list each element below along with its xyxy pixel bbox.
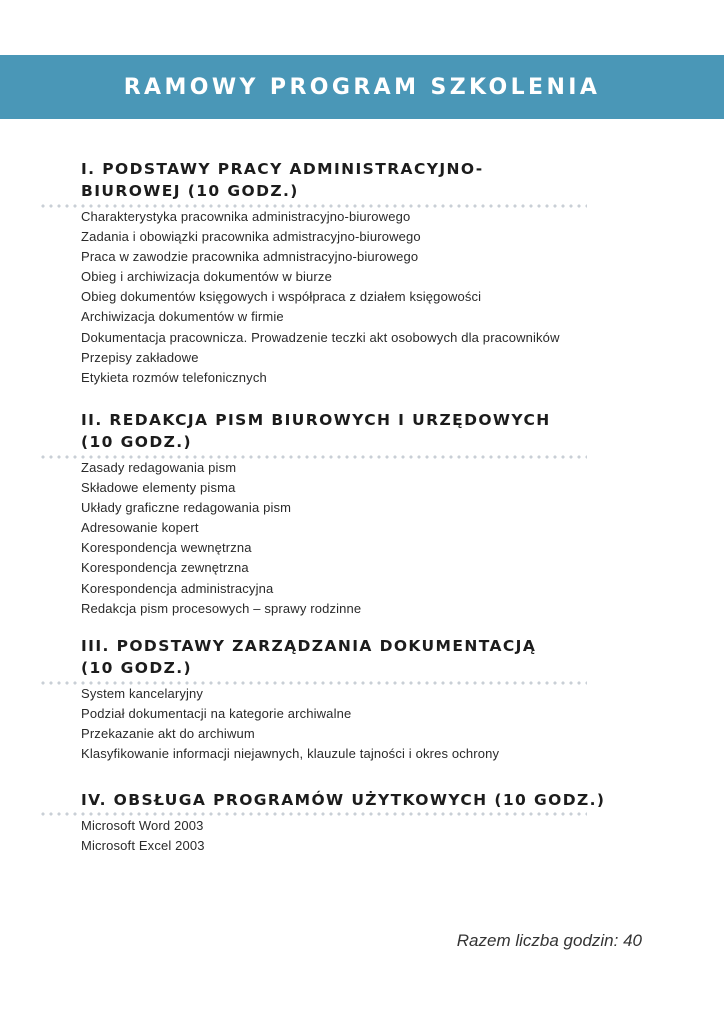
section-1 [81, 158, 641, 388]
list-item: Obieg i archiwizacja dokumentów w biurze [81, 269, 332, 285]
list-item: Zasady redagowania pism [81, 460, 237, 475]
total-hours: Razem liczba godzin: 40 [456, 931, 642, 950]
list-item: Przepisy zakładowe [81, 349, 199, 365]
list-item: Podział dokumentacji na kategorie archiwalne [81, 706, 352, 722]
section-title: I. PODSTAWY PRACY ADMINISTRACYJNO- BIUROWEJ (10 GODZ.) [81, 160, 484, 200]
list-item: Korespondencja administracyjna [81, 580, 274, 596]
list-item: Microsoft Excel 2003 [81, 838, 205, 854]
section-items [81, 684, 641, 764]
list-item: Zadania i obowiązki pracownika admistracyjno-biurowego [81, 229, 421, 245]
page-title: RAMOWY PROGRAM SZKOLENIA [123, 74, 601, 100]
list-item: Składowe elementy pisma [81, 480, 236, 496]
list-item: Dokumentacja pracownicza. Prowadzenie teczki akt osobowych dla pracowników [81, 329, 560, 345]
list-item: Przekazanie akt do archiwum [81, 726, 255, 742]
section-4 [81, 789, 641, 856]
list-item: System kancelaryjny [81, 686, 204, 701]
list-item: Praca w zawodzie pracownika admnistracyjno-biurowego [81, 249, 419, 265]
list-item: Korespondencja zewnętrzna [81, 560, 249, 576]
section-title: III. PODSTAWY ZARZĄDZANIA DOKUMENTACJĄ (10 GODZ.) [81, 637, 537, 677]
section-title: IV. OBSŁUGA PROGRAMÓW UŻYTKOWYCH (10 GODZ.) [81, 791, 606, 809]
list-item: Korespondencja wewnętrzna [81, 540, 252, 556]
list-item: Etykieta rozmów telefonicznych [81, 369, 267, 385]
dotted-divider [39, 204, 587, 208]
section-items [81, 458, 641, 619]
list-item: Charakterystyka pracownika administracyjno-biurowego [81, 209, 411, 224]
list-item: Redakcja pism procesowych – sprawy rodzinne [81, 600, 362, 616]
list-item: Adresowanie kopert [81, 520, 199, 536]
list-item: Klasyfikowanie informacji niejawnych, klauzule tajności i okres ochrony [81, 746, 500, 762]
list-item: Archiwizacja dokumentów w firmie [81, 309, 284, 325]
section-items [81, 207, 641, 388]
dotted-divider [39, 681, 587, 685]
section-2 [81, 409, 641, 619]
section-title: II. REDAKCJA PISM BIUROWYCH I URZĘDOWYCH (10 GODZ.) [81, 411, 551, 451]
section-items [81, 816, 641, 856]
section-3 [81, 635, 641, 764]
header-band [0, 55, 724, 119]
list-item: Układy graficzne redagowania pism [81, 500, 292, 516]
dotted-divider [39, 455, 587, 459]
list-item: Microsoft Word 2003 [81, 818, 204, 833]
list-item: Obieg dokumentów księgowych i współpraca z działem księgowości [81, 289, 482, 305]
dotted-divider [39, 812, 587, 816]
